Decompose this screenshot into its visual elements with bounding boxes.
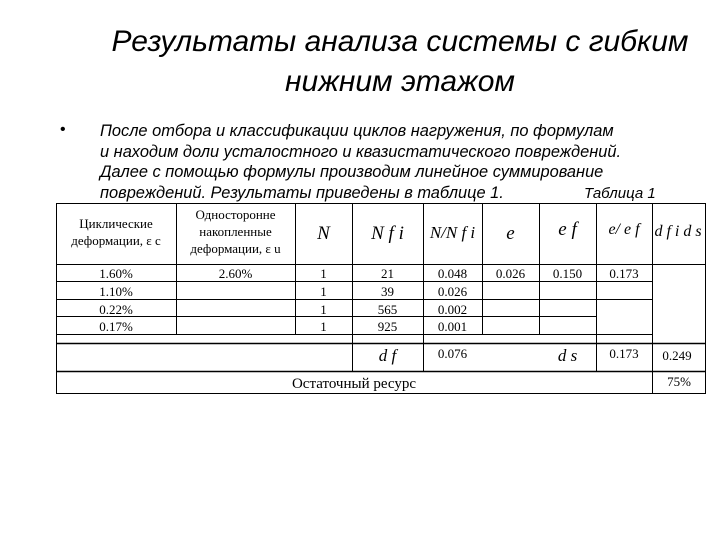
cell-e: 0.026 <box>495 266 526 281</box>
cell-n-over-nfi: 0.026 <box>437 284 468 299</box>
cell-nfi: 21 <box>381 266 394 281</box>
cell-n: 1 <box>320 319 327 334</box>
slide-title-line-2: нижним этажом <box>285 65 515 98</box>
residual-resource-value: 75% <box>667 374 691 389</box>
cell-n-over-nfi: 0.001 <box>437 319 468 334</box>
cell-ef: 0.150 <box>552 266 583 281</box>
header-n-over-nfi: N/N f i <box>429 223 476 242</box>
cell-onesided: 2.60% <box>218 266 253 281</box>
paragraph-line-1: После отбора и классификации циклов нагружения, по формулам <box>100 122 614 140</box>
bullet-marker: • <box>60 121 66 138</box>
summary-ds-label: d s <box>557 346 578 365</box>
header-cyclic-line-2: деформации, ε c <box>71 233 161 248</box>
paragraph-line-3: Далее с помощью формулы производим линейное суммирование <box>100 163 604 181</box>
cell-cyclic: 0.22% <box>99 302 133 317</box>
summary-total: 0.249 <box>662 348 692 363</box>
header-onesided-line-1: Односторонне <box>195 207 276 222</box>
header-cyclic-line-1: Циклические <box>79 216 153 231</box>
header-onesided-line-2: накопленные <box>199 224 272 239</box>
cell-cyclic: 1.10% <box>99 284 133 299</box>
header-one-sided-deformations <box>176 206 295 257</box>
cell-nfi: 925 <box>377 319 398 334</box>
header-cyclic-deformations <box>56 215 176 249</box>
cell-nfi: 565 <box>377 302 398 317</box>
cell-e-over-ef: 0.173 <box>609 266 639 281</box>
cell-n: 1 <box>320 284 327 299</box>
cell-n: 1 <box>320 266 327 281</box>
cell-n-over-nfi: 0.002 <box>437 302 468 317</box>
slide-title <box>80 22 720 102</box>
cell-cyclic: 0.17% <box>99 319 133 334</box>
table-caption: Таблица 1 <box>584 185 656 202</box>
summary-ds-value: 0.173 <box>609 346 639 361</box>
paragraph-line-2: и находим доли усталостного и квазистатического повреждений. <box>100 142 622 161</box>
cell-n-over-nfi: 0.048 <box>437 266 468 281</box>
header-nfi: N f i <box>371 223 404 244</box>
header-dfi-ds: d f i d s <box>654 223 702 240</box>
header-ef: e f <box>558 219 577 240</box>
paragraph-line-4: повреждений. Результаты приведены в таблице 1. <box>100 183 504 202</box>
header-n: N <box>317 223 330 244</box>
cell-n: 1 <box>320 302 327 317</box>
header-onesided-line-3: деформации, ε u <box>190 241 281 256</box>
cell-cyclic: 1.60% <box>99 266 133 281</box>
slide-title-line-1: Результаты анализа системы с гибким <box>111 25 689 58</box>
residual-resource-label: Остаточный ресурс <box>291 376 417 392</box>
cell-nfi: 39 <box>381 284 394 299</box>
summary-df-label: d f <box>378 346 397 365</box>
header-e-over-ef: e/ e f <box>608 221 640 238</box>
summary-df-value: 0.076 <box>437 346 468 361</box>
bullet-paragraph <box>100 121 666 203</box>
header-e: e <box>506 223 515 244</box>
